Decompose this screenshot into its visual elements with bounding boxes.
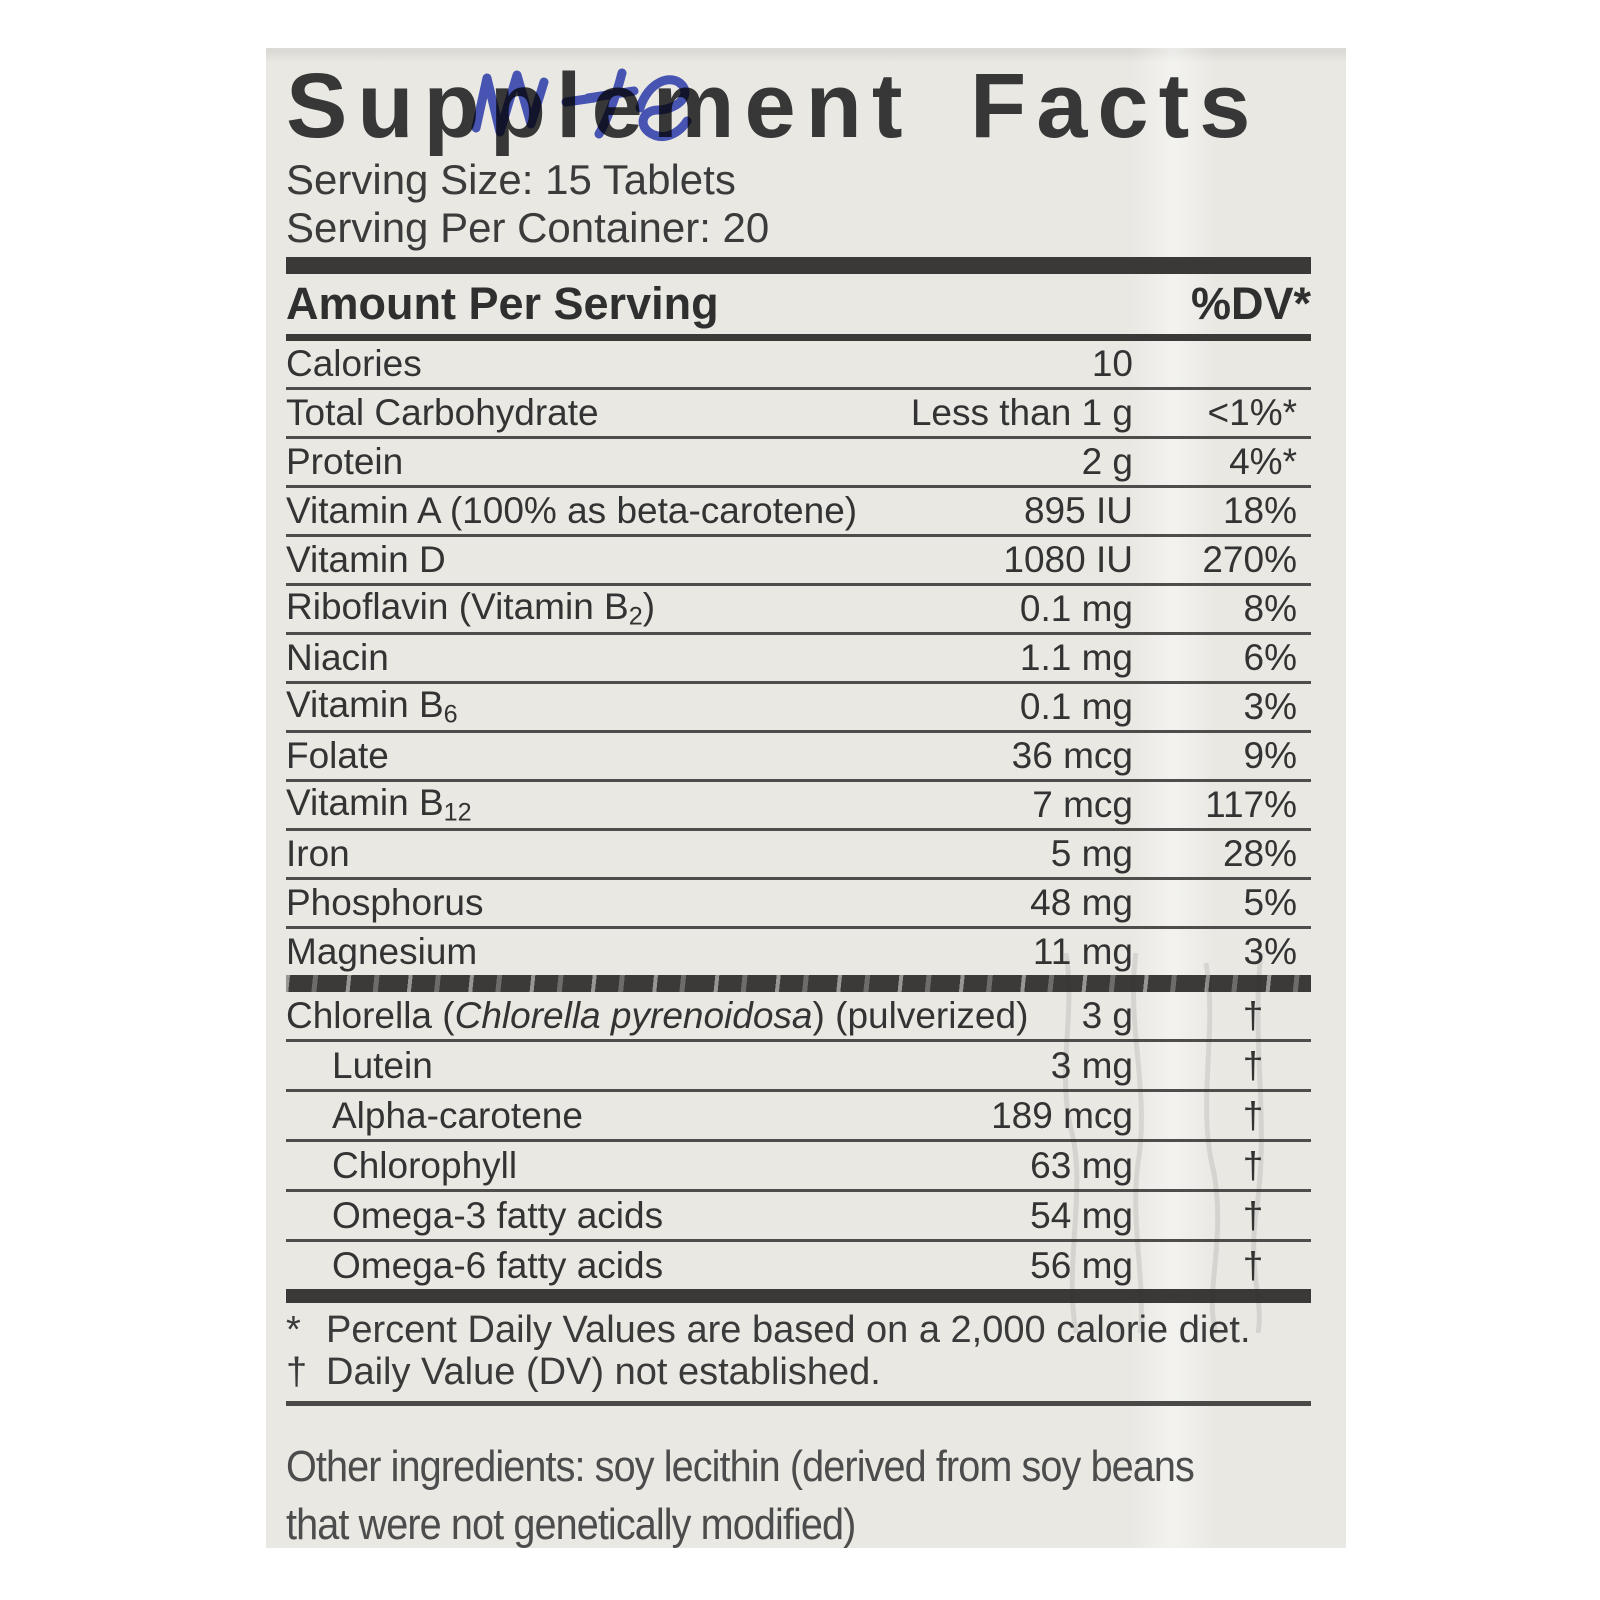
nutrient-amount: 7 mcg [1032, 784, 1133, 825]
nutrient-dv: 4%* [1229, 441, 1297, 482]
dv-header: %DV* [1190, 278, 1311, 329]
nutrient-amount: 0.1 mg [1019, 686, 1133, 727]
footnote-text: Daily Value (DV) not established. [326, 1351, 881, 1393]
nutrient-amount: 63 mg [1030, 1144, 1133, 1186]
nutrient-name: Magnesium [286, 931, 478, 972]
nutrient-amount: 189 mcg [991, 1094, 1133, 1136]
table-row [286, 1092, 1311, 1142]
nutrient-amount: 54 mg [1030, 1194, 1133, 1236]
nutrient-dv: 8% [1243, 588, 1297, 629]
nutrient-amount: 5 mg [1050, 833, 1133, 874]
nutrient-dv: 3% [1243, 686, 1297, 727]
table-row [286, 390, 1311, 439]
nutrient-dv: 3% [1243, 931, 1297, 972]
table-row [286, 684, 1311, 733]
chlorella-name-pre: Chlorella ( [286, 994, 455, 1036]
chlorella-name-post: ) (pulverized) [812, 994, 1029, 1036]
table-row [286, 586, 1311, 635]
nutrient-name: Folate [286, 735, 389, 776]
footnote-text: Percent Daily Values are based on a 2,000 calorie diet. [326, 1309, 1251, 1351]
footnote-symbol: * [286, 1309, 301, 1351]
table-row [286, 635, 1311, 684]
nutrient-name: Omega-6 fatty acids [332, 1244, 664, 1286]
table-row [286, 1242, 1311, 1289]
footnote-symbol: † [286, 1351, 308, 1393]
nutrient-amount: 3 g [1081, 994, 1133, 1036]
table-row [286, 782, 1311, 831]
nutrient-name: Omega-3 fatty acids [332, 1194, 664, 1236]
nutrient-amount: 3 mg [1050, 1044, 1133, 1086]
nutrient-name: Iron [286, 833, 350, 874]
amount-per-serving-header: Amount Per Serving [286, 278, 719, 329]
table-row [286, 1042, 1311, 1092]
nutrient-dv: 18% [1222, 490, 1297, 531]
nutrient-name: Vitamin $B_{12}$ [286, 782, 472, 827]
nutrient-dv dagger-icon: † [1242, 994, 1264, 1036]
nutrient-dv dagger-icon: † [1242, 1044, 1264, 1086]
column-header-row [286, 274, 1311, 334]
table-row [286, 880, 1311, 929]
nutrient-name: Total Carbohydrate [286, 392, 599, 433]
nutrient-name: Phosphorus [286, 882, 484, 923]
table-row [286, 1192, 1311, 1242]
footnotes [286, 1309, 1311, 1393]
divider-bar-thick [286, 257, 1311, 274]
nutrient-amount: 2 g [1081, 441, 1133, 482]
table-row [286, 1142, 1311, 1192]
nutrient-amount: 1080 IU [1003, 539, 1133, 580]
divider-bar-medium [286, 334, 1311, 341]
serving-info [286, 156, 1311, 252]
nutrient-name [286, 995, 1028, 1037]
nutrient-amount: 56 mg [1030, 1244, 1133, 1286]
nutrient-dv: 9% [1243, 735, 1297, 776]
nutrient-dv: 270% [1202, 539, 1297, 580]
nutrient-amount: 11 mg [1032, 931, 1133, 972]
other-ingredients: Other ingredients: soy lecithin (derived from soy beans that were not genetically modified) [286, 1442, 1194, 1549]
botanical-sub-rows [286, 1042, 1311, 1289]
table-row [286, 992, 1311, 1042]
supplement-facts-label [266, 48, 1346, 1548]
nutrient-dv: <1%* [1207, 392, 1297, 433]
nutrient-dv dagger-icon: † [1242, 1244, 1264, 1286]
page-title: Supplement Facts [286, 55, 1261, 157]
nutrient-dv: 5% [1243, 882, 1297, 923]
nutrient-name: Niacin [286, 637, 389, 678]
panel-bottom-rule [286, 1401, 1311, 1406]
nutrient-name: Vitamin D [286, 539, 446, 580]
nutrient-amount: 895 IU [1023, 490, 1133, 531]
botanical-rows [286, 992, 1311, 1289]
nutrient-dv: 117% [1205, 784, 1297, 825]
table-row [286, 929, 1311, 975]
table-row [286, 488, 1311, 537]
table-row [286, 733, 1311, 782]
nutrient-amount: Less than 1 g [910, 392, 1133, 433]
nutrient-dv dagger-icon: † [1242, 1144, 1264, 1186]
divider-bar-thick-bottom [286, 1289, 1311, 1303]
facts-rows [286, 341, 1311, 975]
servings-per-container: Serving Per Container: 20 [286, 204, 770, 251]
nutrient-name: Calories [286, 343, 422, 384]
nutrient-name: Alpha-carotene [332, 1094, 583, 1136]
nutrient-name: Protein [286, 441, 404, 482]
table-row [286, 341, 1311, 390]
nutrient-name: Lutein [332, 1044, 433, 1086]
nutrient-dv: 6% [1243, 637, 1297, 678]
nutrient-dv: 28% [1222, 833, 1297, 874]
serving-size: Serving Size: 15 Tablets [286, 156, 736, 203]
nutrient-name: Riboflavin (Vitamin $B_2$) [286, 586, 656, 631]
footnote [286, 1309, 1311, 1351]
divider-bar-mottled [286, 975, 1311, 992]
pen-scribble-icon [454, 64, 692, 156]
nutrient-amount: 36 mcg [1011, 735, 1133, 776]
nutrient-amount: 0.1 mg [1019, 588, 1133, 629]
nutrient-dv dagger-icon: † [1242, 1194, 1264, 1236]
table-row [286, 439, 1311, 488]
nutrient-name: Chlorophyll [332, 1144, 518, 1186]
nutrient-amount: 48 mg [1030, 882, 1133, 923]
label-header [286, 55, 1311, 157]
nutrient-amount: 10 [1091, 343, 1133, 384]
nutrient-amount: 1.1 mg [1019, 637, 1133, 678]
table-row [286, 831, 1311, 880]
table-row [286, 537, 1311, 586]
nutrient-name: Vitamin A (100% as beta-carotene) [286, 490, 858, 531]
chlorella-species-italic: Chlorella pyrenoidosa [454, 994, 813, 1036]
nutrient-name: Vitamin $B_6$ [286, 684, 458, 729]
nutrient-dv dagger-icon: † [1242, 1094, 1264, 1136]
footnote [286, 1351, 1311, 1393]
